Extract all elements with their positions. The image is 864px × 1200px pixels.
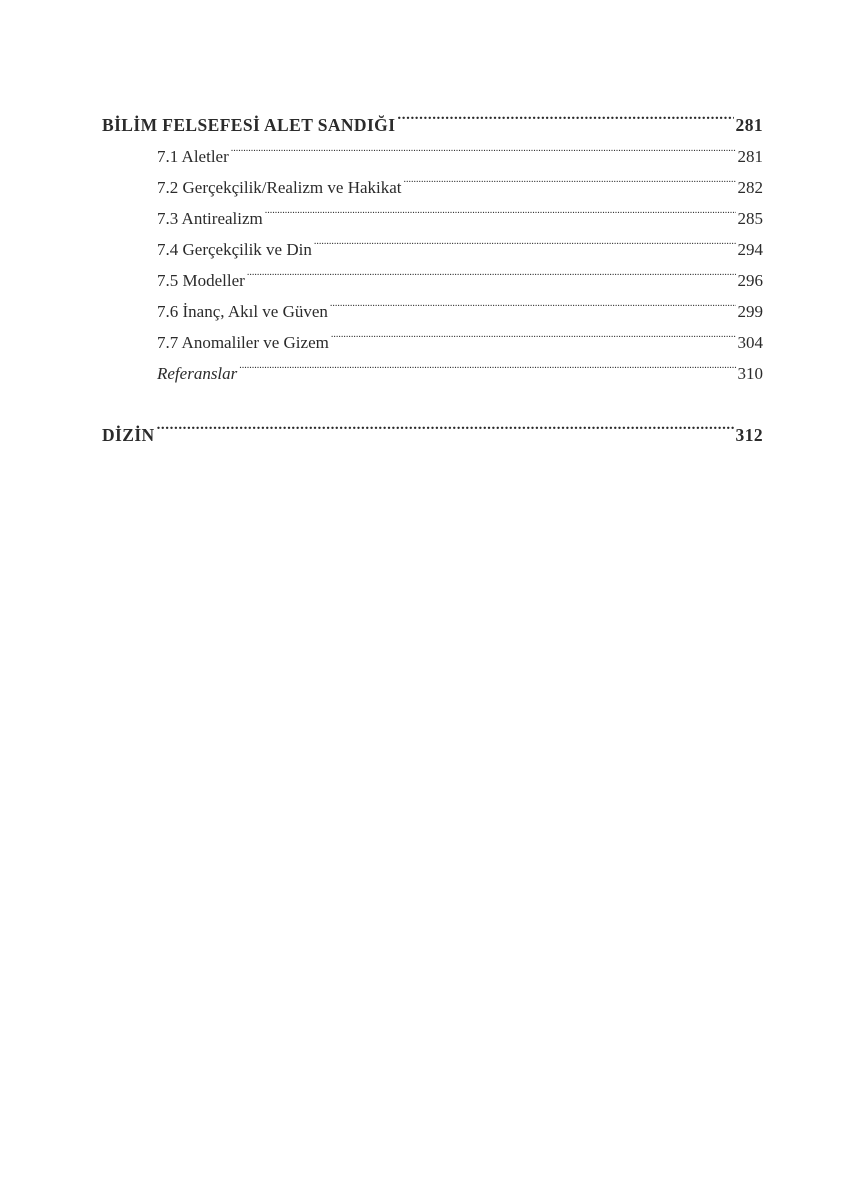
- dot-leader: [331, 317, 736, 348]
- dot-leader: [247, 255, 736, 286]
- chapter-title: BİLİM FELSEFESİ ALET SANDIĞI: [102, 115, 396, 135]
- chapter-title: DİZİN: [102, 425, 155, 445]
- section-page-number: 310: [737, 364, 763, 383]
- section-title: 7.4 Gerçekçilik ve Din: [157, 240, 312, 259]
- section-title: 7.5 Modeller: [157, 271, 245, 290]
- table-of-contents: [102, 100, 763, 445]
- toc-chapter-entry[interactable]: [102, 100, 763, 135]
- dot-leader: [330, 286, 736, 317]
- dot-leader: [157, 410, 734, 441]
- dot-leader: [404, 162, 736, 193]
- section-page-number: 285: [737, 209, 763, 228]
- dot-leader: [265, 193, 736, 224]
- section-page-number: 304: [737, 333, 763, 352]
- section-title: 7.7 Anomaliler ve Gizem: [157, 333, 329, 352]
- section-page-number: 294: [737, 240, 763, 259]
- section-title: 7.3 Antirealizm: [157, 209, 263, 228]
- section-page-number: 281: [737, 147, 763, 166]
- dot-leader: [231, 131, 736, 162]
- dot-leader: [314, 224, 736, 255]
- section-title: 7.1 Aletler: [157, 147, 229, 166]
- section-page-number: 299: [737, 302, 763, 321]
- section-page-number: 296: [737, 271, 763, 290]
- section-title: Referanslar: [157, 364, 238, 383]
- chapter-page-number: 312: [735, 425, 763, 445]
- section-page-number: 282: [737, 178, 763, 197]
- dot-leader: [397, 100, 733, 131]
- section-title: 7.2 Gerçekçilik/Realizm ve Hakikat: [157, 178, 402, 197]
- chapter-page-number: 281: [735, 115, 763, 135]
- toc-chapter-entry-index[interactable]: [102, 410, 763, 445]
- dot-leader: [239, 348, 735, 379]
- section-title: 7.6 İnanç, Akıl ve Güven: [157, 302, 328, 321]
